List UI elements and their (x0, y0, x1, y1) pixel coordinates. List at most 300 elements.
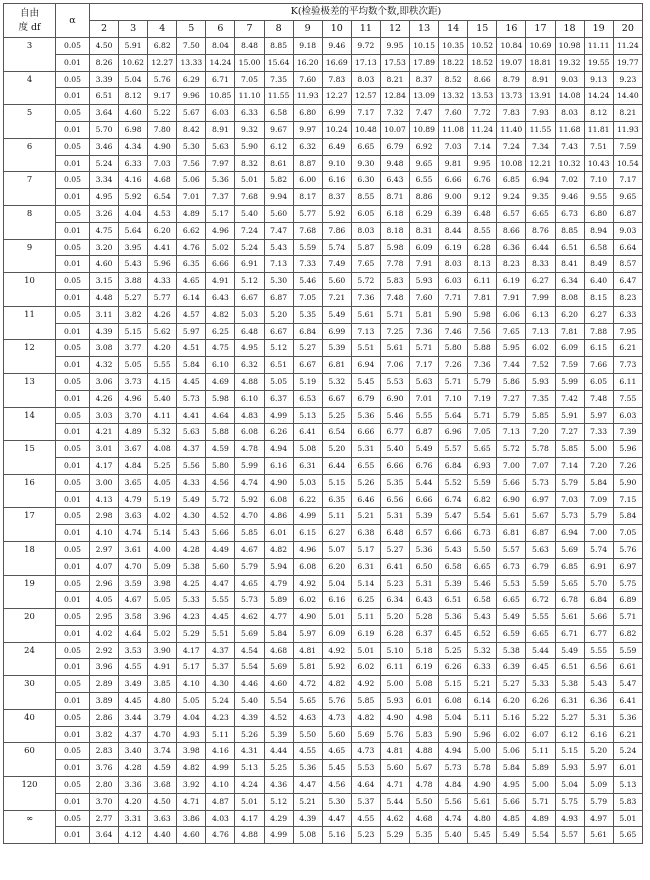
value-cell: 9.12 (468, 189, 497, 206)
value-cell: 4.84 (439, 777, 468, 794)
value-cell: 4.37 (206, 642, 235, 659)
value-cell: 4.68 (410, 810, 439, 827)
value-cell: 4.86 (264, 508, 293, 525)
value-cell: 10.52 (468, 38, 497, 55)
value-cell: 5.29 (177, 625, 206, 642)
value-cell: 7.36 (468, 357, 497, 374)
value-cell: 5.63 (177, 424, 206, 441)
value-cell: 6.71 (206, 71, 235, 88)
value-cell: 4.65 (177, 273, 206, 290)
value-cell: 6.15 (584, 340, 613, 357)
value-cell: 5.75 (555, 793, 584, 810)
value-cell: 4.84 (119, 457, 148, 474)
value-cell: 5.80 (206, 457, 235, 474)
value-cell: 8.86 (410, 189, 439, 206)
value-cell: 3.70 (90, 793, 119, 810)
value-cell: 5.72 (351, 273, 380, 290)
value-cell: 6.06 (497, 306, 526, 323)
value-cell: 16.20 (293, 54, 322, 71)
value-cell: 5.79 (555, 474, 584, 491)
df-cell: 7 (4, 172, 56, 206)
value-cell: 5.96 (148, 256, 177, 273)
value-cell: 7.72 (468, 105, 497, 122)
k-value-header: 4 (148, 21, 177, 38)
value-cell: 6.45 (439, 625, 468, 642)
value-cell: 5.30 (177, 138, 206, 155)
value-cell: 7.65 (497, 323, 526, 340)
value-cell: 3.82 (90, 726, 119, 743)
value-cell: 10.35 (439, 38, 468, 55)
value-cell: 8.85 (264, 38, 293, 55)
table-row (4, 676, 643, 693)
table-row (4, 172, 643, 189)
value-cell: 5.59 (613, 642, 642, 659)
value-cell: 6.84 (584, 592, 613, 609)
value-cell: 4.65 (322, 743, 351, 760)
value-cell: 6.50 (410, 558, 439, 575)
alpha-cell: 0.01 (56, 323, 90, 340)
k-header: K(检验极差的平均数个数,即秩次距) (90, 4, 643, 21)
value-cell: 4.62 (235, 609, 264, 626)
alpha-cell: 0.05 (56, 205, 90, 222)
value-cell: 5.98 (468, 306, 497, 323)
alpha-cell: 0.01 (56, 189, 90, 206)
value-cell: 6.18 (380, 205, 409, 222)
value-cell: 5.94 (264, 558, 293, 575)
value-cell: 6.67 (322, 390, 351, 407)
value-cell: 5.74 (322, 239, 351, 256)
value-cell: 5.21 (293, 793, 322, 810)
value-cell: 5.13 (293, 407, 322, 424)
alpha-cell: 0.01 (56, 693, 90, 710)
value-cell: 5.04 (119, 71, 148, 88)
value-cell: 7.59 (613, 138, 642, 155)
value-cell: 5.26 (351, 474, 380, 491)
value-cell: 5.99 (235, 457, 264, 474)
value-cell: 5.66 (584, 609, 613, 626)
value-cell: 5.60 (264, 205, 293, 222)
value-cell: 4.96 (206, 222, 235, 239)
table-row (4, 323, 643, 340)
value-cell: 5.05 (119, 357, 148, 374)
value-cell: 5.54 (468, 508, 497, 525)
value-cell: 5.87 (351, 239, 380, 256)
value-cell: 4.65 (235, 575, 264, 592)
df-cell: 4 (4, 71, 56, 105)
value-cell: 6.11 (613, 373, 642, 390)
value-cell: 4.10 (90, 525, 119, 542)
value-cell: 3.85 (148, 676, 177, 693)
alpha-cell: 0.01 (56, 357, 90, 374)
alpha-cell: 0.01 (56, 390, 90, 407)
value-cell: 3.00 (90, 474, 119, 491)
k-value-header: 11 (351, 21, 380, 38)
value-cell: 4.25 (177, 575, 206, 592)
value-cell: 6.81 (497, 525, 526, 542)
table-row (4, 575, 643, 592)
value-cell: 5.15 (322, 474, 351, 491)
k-value-header: 16 (497, 21, 526, 38)
value-cell: 4.78 (235, 441, 264, 458)
value-cell: 4.95 (497, 777, 526, 794)
table-row (4, 289, 643, 306)
value-cell: 4.21 (90, 424, 119, 441)
value-cell: 6.82 (468, 491, 497, 508)
alpha-cell: 0.01 (56, 457, 90, 474)
value-cell: 5.45 (351, 373, 380, 390)
alpha-cell: 0.05 (56, 273, 90, 290)
value-cell: 4.49 (206, 541, 235, 558)
value-cell: 8.18 (380, 222, 409, 239)
value-cell: 6.96 (439, 424, 468, 441)
alpha-cell: 0.05 (56, 508, 90, 525)
value-cell: 4.98 (410, 709, 439, 726)
value-cell: 8.12 (584, 105, 613, 122)
value-cell: 3.53 (119, 642, 148, 659)
value-cell: 4.73 (322, 709, 351, 726)
value-cell: 5.76 (148, 71, 177, 88)
value-cell: 6.20 (555, 306, 584, 323)
value-cell: 4.11 (148, 407, 177, 424)
value-cell: 6.10 (206, 357, 235, 374)
value-cell: 6.77 (380, 424, 409, 441)
value-cell: 7.56 (468, 323, 497, 340)
value-cell: 5.74 (584, 541, 613, 558)
table-row (4, 38, 643, 55)
value-cell: 6.51 (264, 357, 293, 374)
value-cell: 5.30 (322, 793, 351, 810)
value-cell: 9.00 (439, 189, 468, 206)
value-cell: 5.57 (497, 541, 526, 558)
value-cell: 5.38 (497, 642, 526, 659)
value-cell: 6.99 (322, 105, 351, 122)
value-cell: 7.47 (410, 105, 439, 122)
table-row (4, 508, 643, 525)
value-cell: 4.55 (351, 810, 380, 827)
value-cell: 3.36 (119, 777, 148, 794)
value-cell: 5.27 (293, 340, 322, 357)
value-cell: 4.26 (148, 306, 177, 323)
value-cell: 6.34 (380, 592, 409, 609)
value-cell: 19.32 (555, 54, 584, 71)
value-cell: 5.97 (584, 760, 613, 777)
value-cell: 3.59 (119, 575, 148, 592)
value-cell: 4.88 (410, 743, 439, 760)
value-cell: 5.08 (293, 441, 322, 458)
value-cell: 4.12 (119, 827, 148, 844)
value-cell: 5.62 (148, 323, 177, 340)
alpha-cell: 0.01 (56, 793, 90, 810)
value-cell: 5.33 (177, 592, 206, 609)
value-cell: 6.03 (439, 273, 468, 290)
alpha-cell: 0.01 (56, 424, 90, 441)
value-cell: 5.65 (613, 827, 642, 844)
value-cell: 4.28 (119, 760, 148, 777)
value-cell: 5.40 (235, 693, 264, 710)
table-row (4, 558, 643, 575)
value-cell: 5.27 (555, 709, 584, 726)
value-cell: 5.90 (235, 138, 264, 155)
value-cell: 4.95 (235, 340, 264, 357)
value-cell: 7.47 (264, 222, 293, 239)
value-cell: 5.56 (439, 793, 468, 810)
value-cell: 7.13 (264, 256, 293, 273)
value-cell: 6.05 (351, 205, 380, 222)
value-cell: 4.60 (177, 827, 206, 844)
value-cell: 7.34 (526, 138, 555, 155)
value-cell: 4.20 (119, 793, 148, 810)
value-cell: 6.97 (526, 491, 555, 508)
value-cell: 5.24 (613, 743, 642, 760)
value-cell: 6.20 (148, 222, 177, 239)
value-cell: 5.91 (555, 407, 584, 424)
value-cell: 4.33 (177, 474, 206, 491)
value-cell: 5.70 (584, 575, 613, 592)
value-cell: 6.81 (322, 357, 351, 374)
value-cell: 5.83 (613, 793, 642, 810)
value-cell: 6.84 (439, 457, 468, 474)
value-cell: 8.94 (584, 222, 613, 239)
alpha-cell: 0.01 (56, 558, 90, 575)
value-cell: 7.05 (468, 424, 497, 441)
value-cell: 6.54 (322, 424, 351, 441)
value-cell: 5.22 (526, 709, 555, 726)
value-cell: 7.81 (468, 289, 497, 306)
df-cell: 40 (4, 709, 56, 743)
value-cell: 9.95 (468, 155, 497, 172)
value-cell: 5.59 (293, 239, 322, 256)
value-cell: 6.66 (439, 525, 468, 542)
value-cell: 5.99 (555, 373, 584, 390)
value-cell: 5.69 (351, 726, 380, 743)
value-cell: 6.01 (613, 760, 642, 777)
value-cell: 11.93 (613, 121, 642, 138)
value-cell: 6.48 (235, 323, 264, 340)
value-cell: 7.00 (497, 457, 526, 474)
value-cell: 4.56 (206, 474, 235, 491)
value-cell: 6.09 (322, 625, 351, 642)
value-cell: 6.36 (584, 693, 613, 710)
value-cell: 11.08 (439, 121, 468, 138)
value-cell: 3.64 (90, 827, 119, 844)
alpha-cell: 0.01 (56, 592, 90, 609)
value-cell: 5.67 (410, 760, 439, 777)
table-row (4, 256, 643, 273)
value-cell: 13.91 (526, 88, 555, 105)
value-cell: 6.76 (468, 172, 497, 189)
value-cell: 8.13 (468, 256, 497, 273)
value-cell: 3.65 (119, 474, 148, 491)
value-cell: 5.76 (613, 541, 642, 558)
value-cell: 8.23 (497, 256, 526, 273)
alpha-cell: 0.01 (56, 88, 90, 105)
value-cell: 6.61 (613, 659, 642, 676)
value-cell: 8.44 (439, 222, 468, 239)
value-cell: 5.64 (119, 222, 148, 239)
value-cell: 5.92 (119, 189, 148, 206)
value-cell: 6.98 (119, 121, 148, 138)
value-cell: 13.32 (439, 88, 468, 105)
k-value-header: 6 (206, 21, 235, 38)
value-cell: 13.33 (177, 54, 206, 71)
value-cell: 5.32 (148, 424, 177, 441)
df-cell: 16 (4, 474, 56, 508)
value-cell: 3.46 (90, 138, 119, 155)
value-cell: 6.58 (468, 592, 497, 609)
df-cell: 3 (4, 38, 56, 72)
alpha-cell: 0.05 (56, 676, 90, 693)
value-cell: 4.77 (264, 609, 293, 626)
value-cell: 5.08 (293, 827, 322, 844)
value-cell: 5.54 (264, 693, 293, 710)
value-cell: 5.06 (177, 172, 206, 189)
value-cell: 4.53 (148, 205, 177, 222)
value-cell: 6.53 (293, 390, 322, 407)
df-cell: 13 (4, 373, 56, 407)
value-cell: 4.67 (235, 541, 264, 558)
value-cell: 6.00 (293, 172, 322, 189)
value-cell: 4.69 (206, 373, 235, 390)
value-cell: 5.13 (613, 777, 642, 794)
value-cell: 5.64 (439, 407, 468, 424)
value-cell: 6.52 (468, 625, 497, 642)
value-cell: 5.19 (293, 373, 322, 390)
value-cell: 6.41 (613, 693, 642, 710)
value-cell: 7.59 (555, 357, 584, 374)
value-cell: 5.23 (380, 575, 409, 592)
value-cell: 7.21 (322, 289, 351, 306)
value-cell: 3.76 (90, 760, 119, 777)
value-cell: 4.73 (351, 743, 380, 760)
value-cell: 10.89 (410, 121, 439, 138)
value-cell: 11.55 (264, 88, 293, 105)
value-cell: 6.67 (264, 323, 293, 340)
value-cell: 8.76 (526, 222, 555, 239)
value-cell: 4.60 (264, 676, 293, 693)
table-row (4, 491, 643, 508)
value-cell: 5.86 (497, 373, 526, 390)
value-cell: 6.31 (351, 558, 380, 575)
value-cell: 7.24 (235, 222, 264, 239)
value-cell: 5.08 (410, 676, 439, 693)
table-row (4, 760, 643, 777)
value-cell: 5.90 (613, 474, 642, 491)
value-cell: 5.63 (526, 541, 555, 558)
value-cell: 5.29 (380, 827, 409, 844)
value-cell: 7.37 (206, 189, 235, 206)
value-cell: 7.05 (613, 525, 642, 542)
value-cell: 4.89 (526, 810, 555, 827)
value-cell: 4.94 (264, 441, 293, 458)
value-cell: 5.71 (613, 609, 642, 626)
value-cell: 5.79 (584, 793, 613, 810)
alpha-cell: 0.01 (56, 726, 90, 743)
value-cell: 7.83 (322, 71, 351, 88)
value-cell: 4.74 (439, 810, 468, 827)
value-cell: 2.96 (90, 575, 119, 592)
value-cell: 6.11 (468, 273, 497, 290)
value-cell: 5.21 (468, 676, 497, 693)
value-cell: 6.80 (584, 205, 613, 222)
value-cell: 5.81 (293, 659, 322, 676)
value-cell: 8.17 (293, 189, 322, 206)
value-cell: 6.33 (235, 105, 264, 122)
value-cell: 4.92 (293, 575, 322, 592)
value-cell: 8.31 (410, 222, 439, 239)
value-cell: 6.54 (148, 189, 177, 206)
value-cell: 4.26 (90, 390, 119, 407)
value-cell: 6.92 (410, 138, 439, 155)
alpha-cell: 0.05 (56, 105, 90, 122)
value-cell: 9.46 (555, 189, 584, 206)
value-cell: 13.53 (468, 88, 497, 105)
value-cell: 8.52 (439, 71, 468, 88)
value-cell: 4.37 (119, 726, 148, 743)
value-cell: 5.09 (584, 777, 613, 794)
value-cell: 4.34 (119, 138, 148, 155)
value-cell: 9.48 (380, 155, 409, 172)
value-cell: 9.13 (584, 71, 613, 88)
value-cell: 7.80 (148, 121, 177, 138)
value-cell: 4.46 (235, 676, 264, 693)
value-cell: 6.97 (613, 558, 642, 575)
value-cell: 8.03 (439, 256, 468, 273)
alpha-cell: 0.01 (56, 525, 90, 542)
value-cell: 7.56 (177, 155, 206, 172)
value-cell: 6.65 (526, 205, 555, 222)
value-cell: 3.39 (90, 71, 119, 88)
value-cell: 5.19 (148, 491, 177, 508)
value-cell: 5.53 (351, 760, 380, 777)
value-cell: 7.25 (380, 323, 409, 340)
value-cell: 7.33 (584, 424, 613, 441)
value-cell: 17.13 (351, 54, 380, 71)
value-cell: 5.91 (119, 38, 148, 55)
df-header-line2: 度 df (18, 21, 41, 33)
value-cell: 4.79 (264, 575, 293, 592)
value-cell: 5.11 (206, 726, 235, 743)
value-cell: 5.17 (177, 659, 206, 676)
value-cell: 6.08 (235, 424, 264, 441)
value-cell: 11.81 (584, 121, 613, 138)
value-cell: 12.21 (526, 155, 555, 172)
table-row (4, 709, 643, 726)
value-cell: 6.71 (555, 625, 584, 642)
value-cell: 5.00 (468, 743, 497, 760)
value-cell: 3.11 (90, 306, 119, 323)
value-cell: 8.04 (206, 38, 235, 55)
value-cell: 5.35 (410, 827, 439, 844)
value-cell: 4.31 (235, 743, 264, 760)
value-cell: 5.82 (264, 172, 293, 189)
value-cell: 4.64 (206, 407, 235, 424)
table-row (4, 88, 643, 105)
value-cell: 7.17 (613, 172, 642, 189)
value-cell: 4.91 (148, 659, 177, 676)
value-cell: 6.26 (526, 693, 555, 710)
value-cell: 7.71 (439, 289, 468, 306)
value-cell: 4.47 (206, 575, 235, 592)
q-critical-values-table (3, 3, 643, 844)
value-cell: 5.40 (148, 390, 177, 407)
value-cell: 4.10 (177, 676, 206, 693)
value-cell: 9.67 (264, 121, 293, 138)
value-cell: 5.47 (439, 508, 468, 525)
value-cell: 7.20 (526, 424, 555, 441)
value-cell: 8.57 (613, 256, 642, 273)
value-cell: 7.06 (380, 357, 409, 374)
value-cell: 6.67 (235, 289, 264, 306)
